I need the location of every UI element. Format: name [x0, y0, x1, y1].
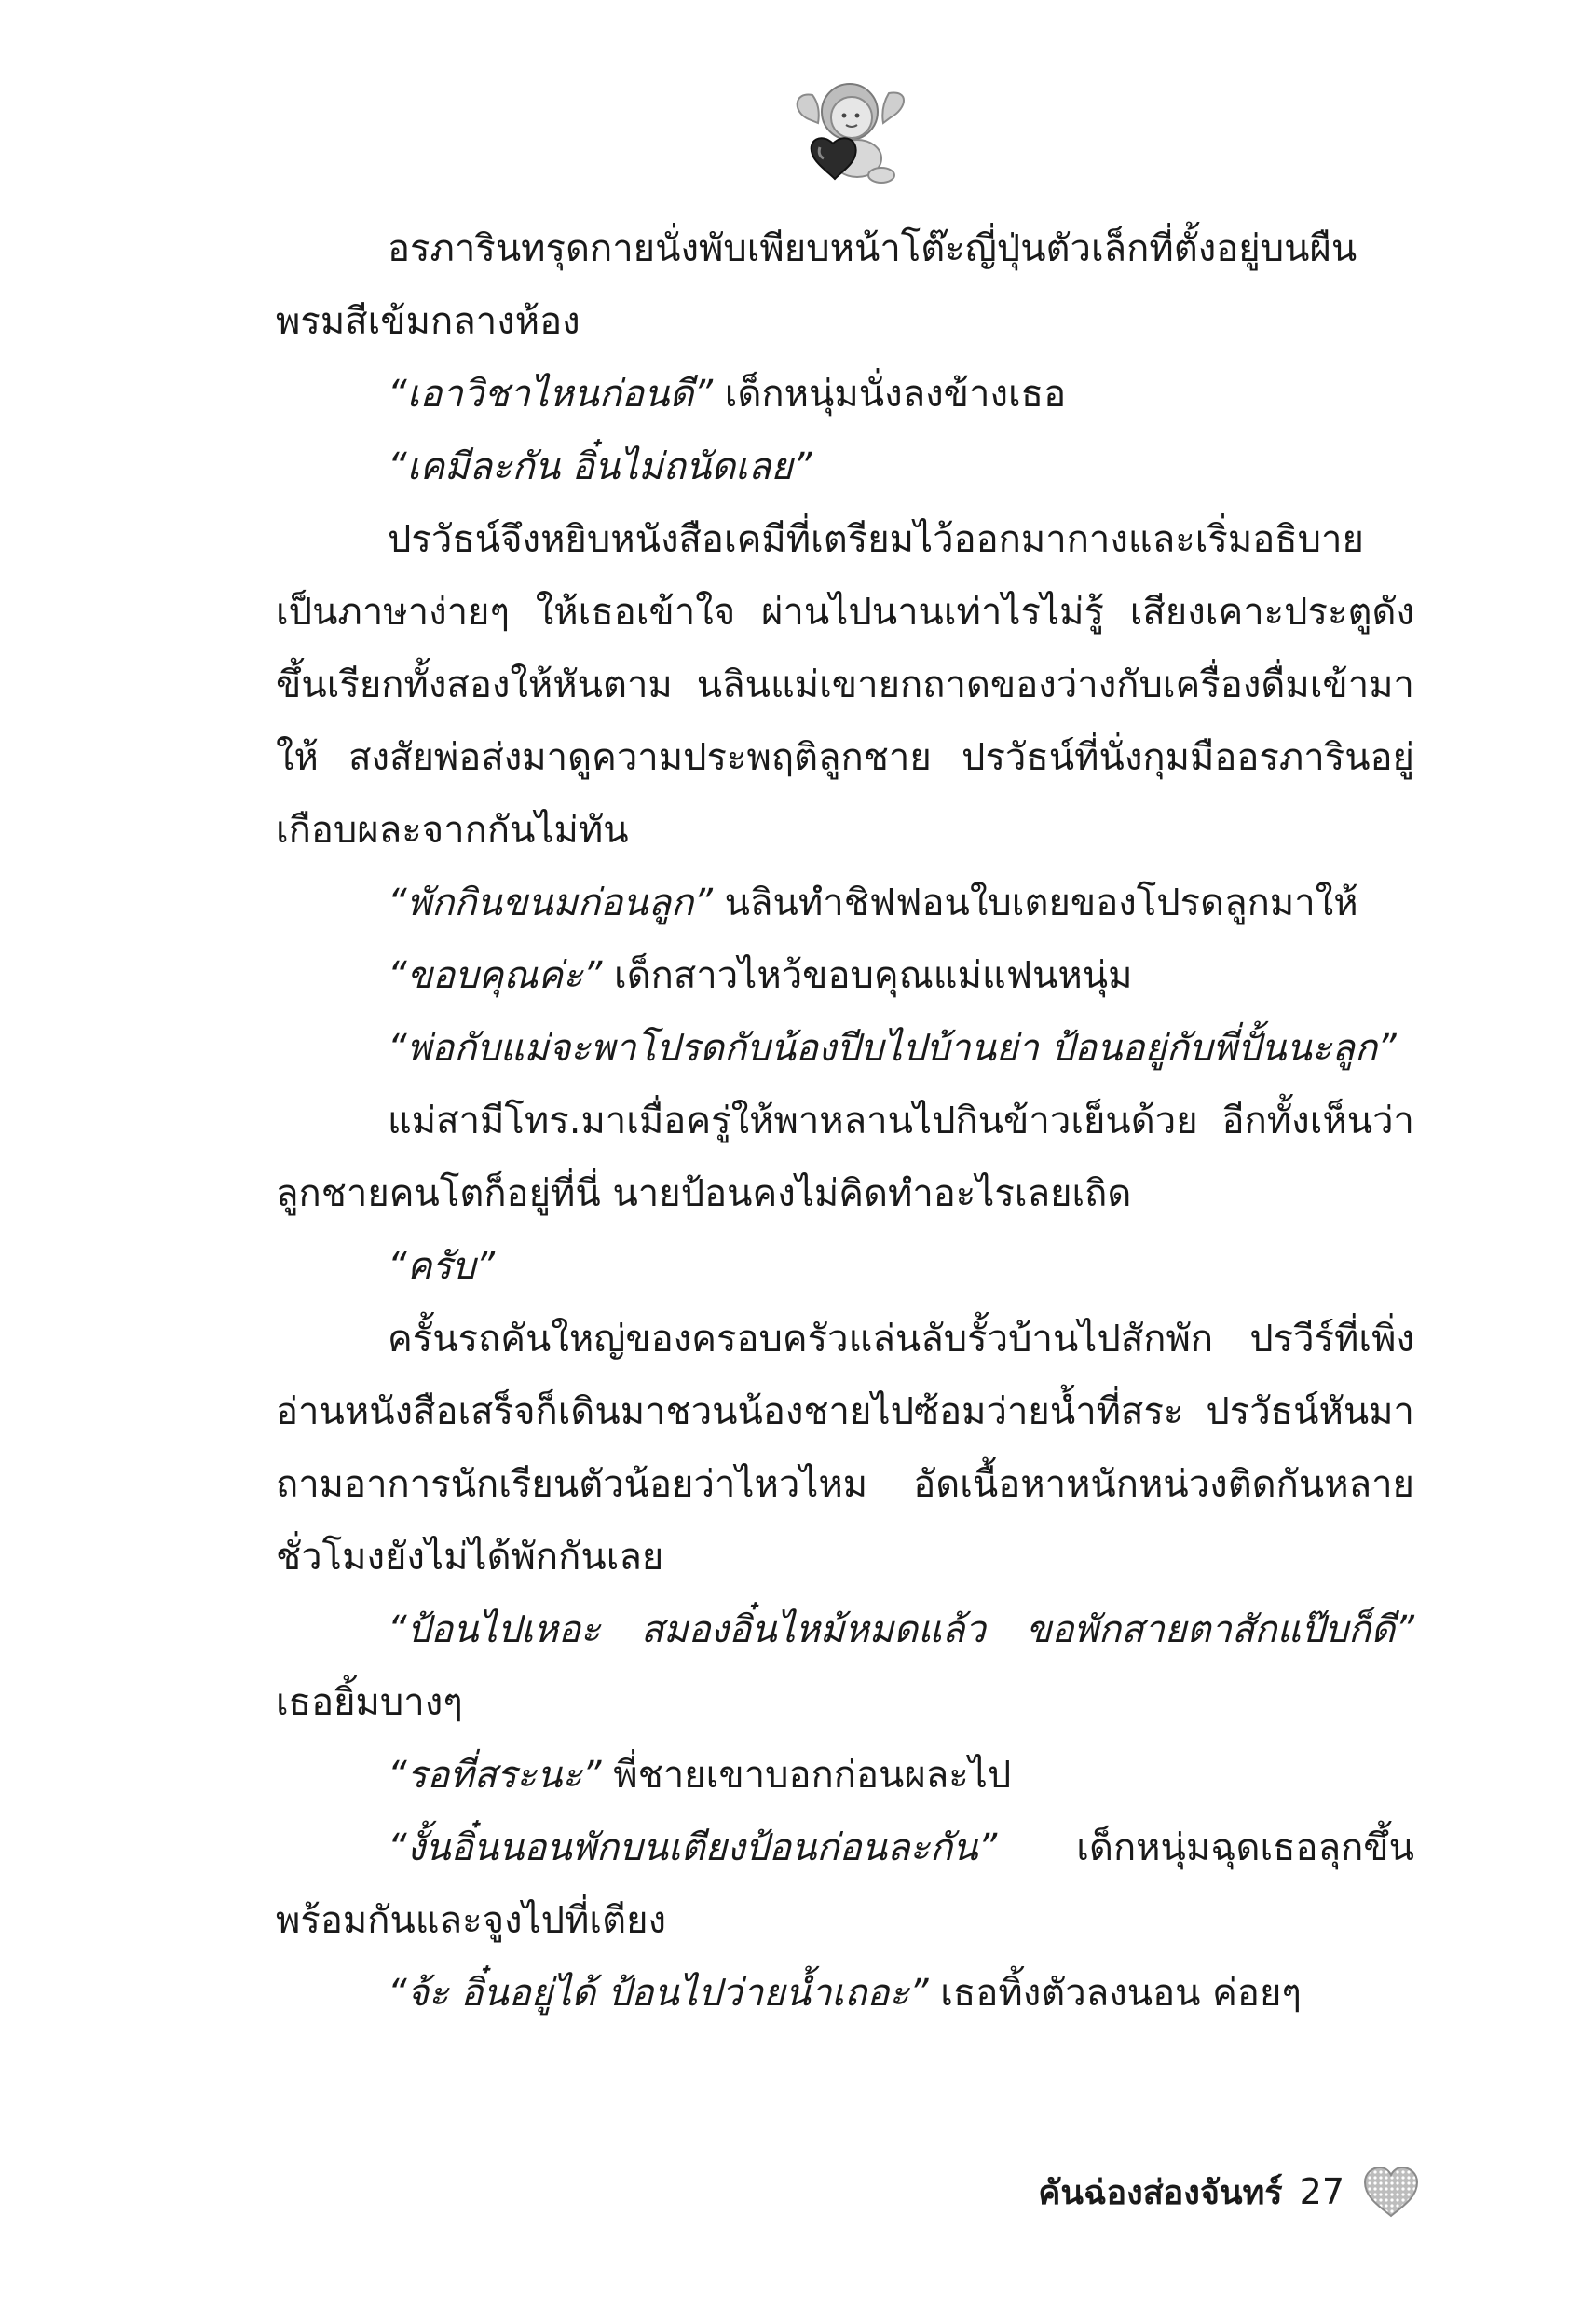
dialog-text: “งั้นอิ๋นนอนพักบนเตียงป้อนก่อนละกัน”: [388, 1826, 998, 1869]
paragraph: [276, 1085, 1414, 1230]
narration-text: เธอทิ้งตัวลงนอน ค่อยๆ: [928, 1972, 1302, 2015]
paragraph: [276, 1230, 1414, 1303]
narration-text: นลินทำชิฟฟอนใบเตยของโปรดลูกมาให้: [712, 882, 1358, 924]
paragraph: [276, 503, 1414, 867]
narration-text: อรภารินทรุดกายนั่งพับเพียบหน้าโต๊ะญี่ปุ่นตัวเล็กที่ตั้งอยู่บนผืนพรมสีเข้มกลางห้อง: [276, 227, 1357, 343]
paragraph: [276, 867, 1414, 939]
narration-text: พี่ชายเขาบอกก่อนผละไป: [601, 1754, 1012, 1797]
cupid-holding-heart-icon: [790, 75, 911, 188]
page-number: 27: [1299, 2171, 1344, 2212]
dialog-text: “พักกินขนมก่อนลูก”: [388, 882, 713, 924]
story-text: [276, 212, 1414, 2030]
paragraph: [276, 1957, 1414, 2030]
paragraph: [276, 1593, 1414, 1739]
narration-text: แม่สามีโทร.มาเมื่อครู่ให้พาหลานไปกินข้าวเย็นด้วย อีกทั้งเห็นว่าลูกชายคนโตก็อยู่ที่นี่ นายป้อนคงไม่คิดทำอะไรเลยเถิด: [276, 1100, 1414, 1215]
paragraph: [276, 1303, 1414, 1593]
dialog-text: “รอที่สระนะ”: [388, 1754, 602, 1797]
narration-text: เด็กหนุ่มนั่งลงข้างเธอ: [713, 373, 1067, 416]
paragraph: [276, 1812, 1414, 1957]
dialog-text: “จ้ะ อิ๋นอยู่ได้ ป้อนไปว่ายน้ำเถอะ”: [388, 1972, 929, 2015]
dialog-text: “ป้อนไปเหอะ สมองอิ๋นไหม้หมดแล้ว ขอพักสายตาสักแป๊บก็ดี”: [388, 1608, 1414, 1651]
narration-text: เด็กหนุ่มฉุดเธอลุกขึ้นพร้อมกันและจูงไปที่เตียง: [276, 1826, 1414, 1942]
narration-text: ปรวัธน์จึงหยิบหนังสือเคมีที่เตรียมไว้ออกมากางและเริ่มอธิบายเป็นภาษาง่ายๆ ให้เธอเข้าใจ ผ่านไปนานเท่าไรไม่รู้ เสียงเคาะประตูดังขึ้นเรียกทั้งสองให้หันตาม นลินแม่เขายกถาดของว่างกับเครื่องดื่มเข้ามาให้ สงสัยพ่อส่งมาดูความประพฤติลูกชาย ปรวัธน์ที่นั่งกุมมืออรภารินอยู่เกือบผละจากกันไม่ทัน: [276, 518, 1414, 852]
paragraph: [276, 1739, 1414, 1812]
paragraph: [276, 358, 1414, 431]
dialog-text: “พ่อกับแม่จะพาโปรดกับน้องปีบไปบ้านย่า ป้อนอยู่กับพี่ปั้นนะลูก”: [388, 1027, 1397, 1070]
narration-text: เธอยิ้มบางๆ: [276, 1681, 463, 1724]
dialog-text: “ครับ”: [388, 1245, 496, 1288]
paragraph: [276, 1012, 1414, 1085]
sparkle-heart-icon: [1361, 2164, 1421, 2220]
dialog-text: “ขอบคุณค่ะ”: [388, 954, 603, 997]
narration-text: ครั้นรถคันใหญ่ของครอบครัวแล่นลับรั้วบ้านไปสักพัก ปรวีร์ที่เพิ่งอ่านหนังสือเสร็จก็เดินมาชวนน้องชายไปซ้อมว่ายน้ำที่สระ ปรวัธน์หันมาถามอาการนักเรียนตัวน้อยว่าไหวไหม อัดเนื้อหาหนักหน่วงติดกันหลายชั่วโมงยังไม่ได้พักกันเลย: [276, 1318, 1414, 1579]
book-title: คันฉ่องส่องจันทร์: [1038, 2173, 1283, 2212]
dialog-text: “เอาวิชาไหนก่อนดี”: [388, 373, 714, 416]
dialog-text: “เคมีละกัน อิ๋นไม่ถนัดเลย”: [388, 445, 812, 488]
narration-text: เด็กสาวไหว้ขอบคุณแม่แฟนหนุ่ม: [602, 954, 1133, 997]
paragraph: [276, 431, 1414, 503]
page-footer: [1011, 2154, 1421, 2229]
paragraph: [276, 212, 1414, 358]
paragraph: [276, 939, 1414, 1012]
